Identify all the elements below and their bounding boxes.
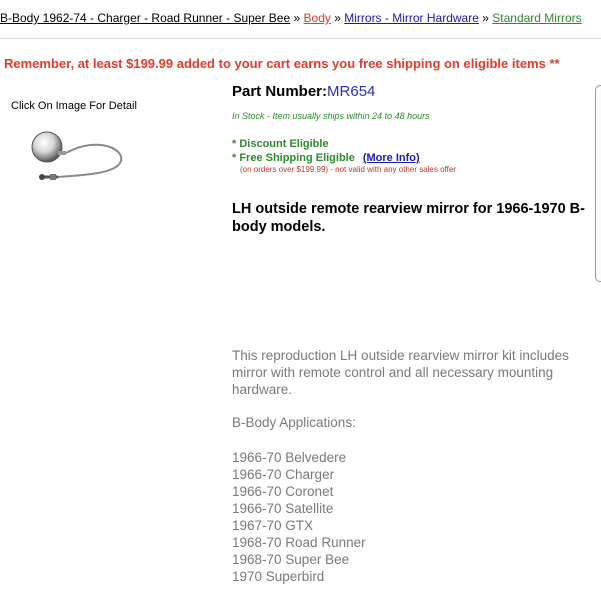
list-item: 1968-70 Super Bee	[232, 552, 350, 567]
side-panel-tab[interactable]	[595, 85, 601, 282]
product-description	[232, 347, 592, 398]
description-text: This reproduction LH outside rearview mirror kit includes mirror with remote control and all necessary mounting hardware.	[232, 348, 569, 397]
image-caption: Click On Image For Detail	[11, 100, 137, 112]
part-number	[232, 83, 375, 100]
list-item: 1966-70 Charger	[232, 467, 335, 482]
breadcrumb-item-body[interactable]: Body	[303, 11, 331, 25]
breadcrumb-separator: »	[293, 11, 304, 25]
breadcrumb-separator: »	[482, 11, 493, 25]
free-shipping-promo: Remember, at least $199.99 added to your cart earns you free shipping on eligible items **	[4, 56, 560, 71]
part-number-label: Part Number:	[232, 83, 328, 100]
breadcrumb	[0, 11, 601, 25]
breadcrumb-separator: »	[334, 11, 345, 25]
breadcrumb-item-b-body[interactable]: B-Body 1962-74 - Charger - Road Runner - Super Bee	[0, 11, 291, 25]
free-shipping-eligible-line	[232, 151, 420, 165]
eligibility-block	[232, 137, 420, 165]
free-shipping-note: (on orders over $199.99) - not valid with any other sales offer	[240, 165, 456, 174]
list-item: 1970 Superbird	[232, 569, 325, 584]
remote-mirror-thumbnail-icon	[28, 125, 126, 191]
breadcrumb-item-mirrors[interactable]: Mirrors - Mirror Hardware	[344, 11, 479, 25]
list-item: 1966-70 Satellite	[232, 501, 334, 516]
discount-eligible: * Discount Eligible	[232, 138, 329, 150]
stock-status: In Stock - Item usually ships within 24 to 48 hours	[232, 111, 430, 121]
list-item: 1967-70 GTX	[232, 518, 314, 533]
breadcrumb-item-standard-mirrors[interactable]: Standard Mirrors	[492, 11, 582, 25]
applications-title: B-Body Applications:	[232, 415, 356, 430]
product-thumbnail[interactable]	[28, 125, 126, 191]
list-item: 1966-70 Belvedere	[232, 450, 347, 465]
list-item: 1966-70 Coronet	[232, 484, 334, 499]
header-divider	[0, 38, 601, 39]
part-number-value: MR654	[327, 83, 376, 100]
list-item: 1968-70 Road Runner	[232, 535, 366, 550]
product-headline: LH outside remote rearview mirror for 1966-1970 B-body models.	[232, 201, 585, 235]
more-info-link[interactable]: (More Info)	[362, 152, 420, 164]
applications-list	[232, 449, 366, 585]
free-shipping-eligible: * Free Shipping Eligible	[232, 152, 355, 164]
